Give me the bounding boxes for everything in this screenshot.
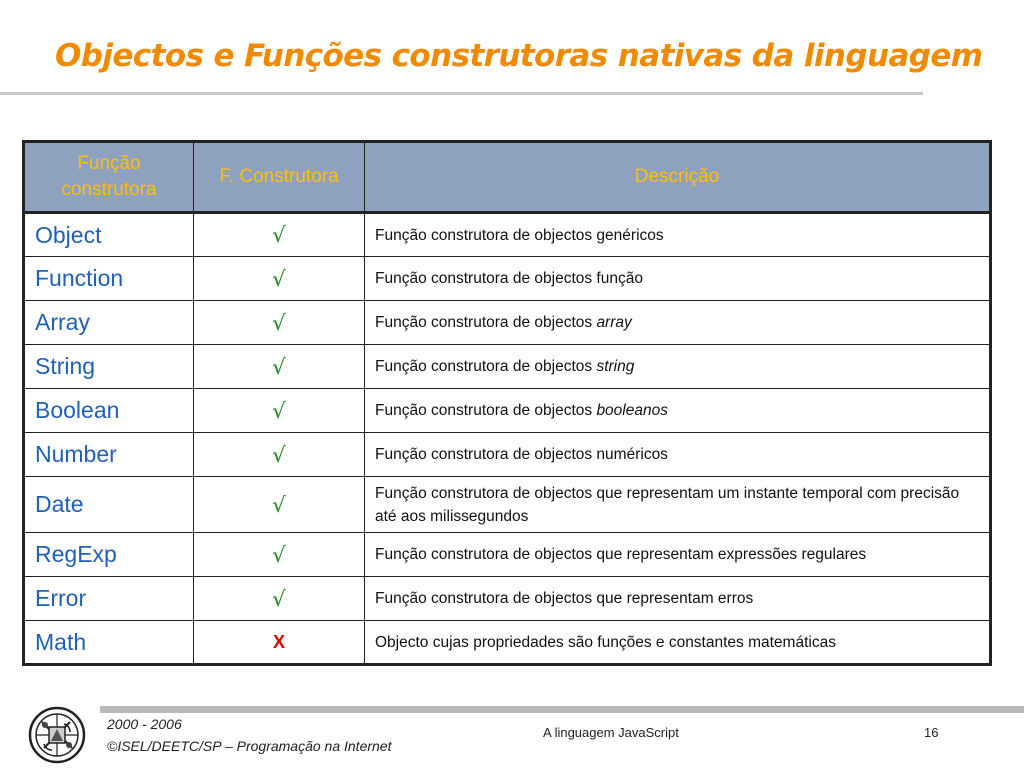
table-header-row (24, 142, 991, 213)
table-row (24, 433, 991, 477)
row-description-text: Função construtora de objectos função (375, 270, 643, 287)
table-row (24, 621, 991, 665)
row-description (365, 257, 991, 301)
row-description (365, 577, 991, 621)
header-constructor: F. Construtora (194, 142, 365, 213)
row-description (365, 345, 991, 389)
check-icon: √ (194, 577, 365, 621)
table-row (24, 389, 991, 433)
row-description-text: Função construtora de objectos (375, 358, 597, 375)
row-description-text: Objecto cujas propriedades são funções e constantes matemáticas (375, 633, 836, 651)
row-name: Math (24, 621, 194, 665)
check-icon: √ (194, 389, 365, 433)
row-description (365, 533, 991, 577)
table-row (24, 213, 991, 257)
row-description (365, 301, 991, 345)
row-description-text: Função construtora de objectos numéricos (375, 446, 668, 463)
row-name: Number (24, 433, 194, 477)
table-row (24, 533, 991, 577)
row-description-text: Função construtora de objectos que representam expressões regulares (375, 546, 867, 563)
row-name: Boolean (24, 389, 194, 433)
row-description-emphasis: string (596, 358, 635, 375)
constructors-table (22, 140, 992, 666)
check-icon: √ (194, 433, 365, 477)
footer-years: 2000 - 2006 (107, 716, 182, 732)
row-name: Array (24, 301, 194, 345)
row-name: Error (24, 577, 194, 621)
check-icon: √ (194, 533, 365, 577)
row-description (365, 389, 991, 433)
row-name: Object (24, 213, 194, 257)
row-description (365, 213, 991, 257)
table-row (24, 345, 991, 389)
table-row (24, 301, 991, 345)
row-description-text: Função construtora de objectos (375, 314, 597, 331)
row-name: RegExp (24, 533, 194, 577)
header-function-name: Função construtora (24, 142, 194, 213)
footer-title: A linguagem JavaScript (543, 725, 679, 740)
isel-logo-icon (28, 706, 86, 764)
row-description-text: Função construtora de objectos que representam erros (375, 590, 754, 607)
row-description-text: Função construtora de objectos genéricos (375, 226, 664, 244)
check-icon: √ (194, 477, 365, 533)
title-divider (0, 92, 923, 95)
check-icon: √ (194, 257, 365, 301)
row-description-emphasis: booleanos (596, 402, 668, 419)
row-description (365, 621, 991, 665)
check-icon: √ (194, 301, 365, 345)
table-row (24, 257, 991, 301)
row-name: Function (24, 257, 194, 301)
table-row (24, 577, 991, 621)
header-description: Descrição (365, 142, 991, 213)
check-icon: √ (194, 345, 365, 389)
row-description-emphasis: array (596, 314, 632, 331)
check-icon: √ (194, 213, 365, 257)
slide-title: Objectos e Funções construtoras nativas da linguagem (55, 38, 983, 74)
footer-divider (100, 706, 1024, 713)
footer-copyright: ©ISEL/DEETC/SP – Programação na Internet (107, 738, 392, 754)
row-name: Date (24, 477, 194, 533)
row-description (365, 433, 991, 477)
row-description-text: Função construtora de objectos que representam um instante temporal com precisão até aos milissegundos (375, 484, 960, 525)
cross-icon: X (194, 621, 365, 665)
row-name: String (24, 345, 194, 389)
row-description-text: Função construtora de objectos (375, 402, 597, 419)
table-row (24, 477, 991, 533)
page-number: 16 (924, 725, 939, 740)
row-description (365, 477, 991, 533)
